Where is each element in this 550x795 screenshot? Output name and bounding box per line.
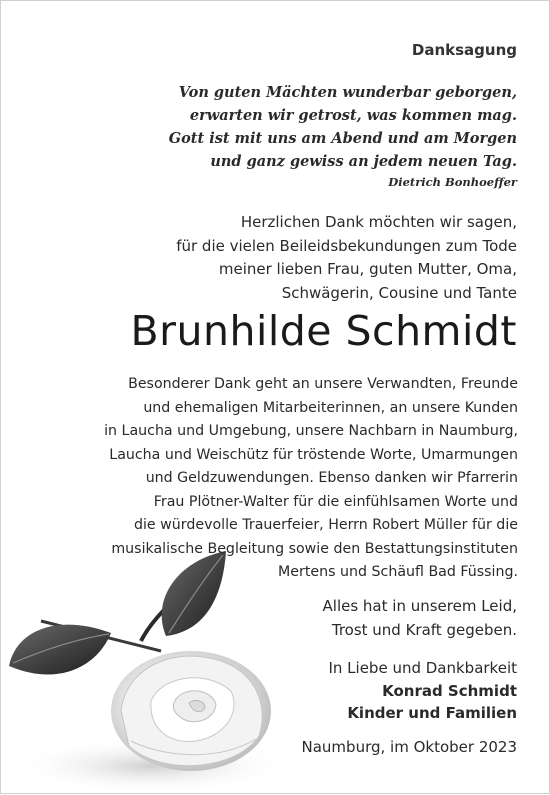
- signer-name: Konrad Schmidt: [382, 681, 517, 700]
- special-thanks-line: Besonderer Dank geht an unsere Verwandten, Freunde: [128, 376, 518, 392]
- deceased-name: Brunhilde Schmidt: [130, 307, 517, 355]
- signoff-intro: In Liebe und Dankbarkeit: [328, 659, 517, 677]
- special-thanks-line: Mertens und Schäufl Bad Füssing.: [278, 564, 518, 580]
- thanks-line: Herzlichen Dank möchten wir sagen,: [240, 213, 517, 231]
- quote-line: erwarten wir getrost, was kommen mag.: [189, 107, 517, 124]
- family-line: Kinder und Familien: [347, 704, 517, 722]
- notice-heading: Danksagung: [411, 41, 517, 59]
- closing-block: [323, 595, 517, 642]
- closing-line: Alles hat in unserem Leid,: [322, 597, 517, 615]
- thanks-block: [176, 211, 517, 305]
- thanks-line: für die vielen Beileidsbekundungen zum Tode: [176, 236, 517, 255]
- special-thanks-line: Laucha und Weischütz für tröstende Worte, Umarmungen: [109, 446, 518, 463]
- signoff-block: [328, 657, 517, 725]
- special-thanks-line: und Geldzuwendungen. Ebenso danken wir Pfarrerin: [145, 470, 518, 486]
- special-thanks-line: und ehemaligen Mitarbeiterinnen, an unsere Kunden: [143, 399, 518, 416]
- special-thanks-block: [104, 373, 518, 585]
- place-date: Naumburg, im Oktober 2023: [301, 738, 517, 756]
- thanks-line: meiner lieben Frau, guten Mutter, Oma,: [218, 260, 517, 278]
- quote-line: Gott ist mit uns am Abend und am Morgen: [168, 130, 517, 147]
- special-thanks-line: Frau Plötner-Walter für die einfühlsamen Worte und: [153, 493, 518, 510]
- quote-block: [169, 81, 517, 173]
- quote-line: Von guten Mächten wunderbar geborgen,: [178, 84, 517, 101]
- thanks-line: Schwägerin, Cousine und Tante: [281, 283, 517, 302]
- quote-line: und ganz gewiss an jedem neuen Tag.: [210, 153, 517, 170]
- special-thanks-line: in Laucha und Umgebung, unsere Nachbarn in Naumburg,: [104, 423, 518, 439]
- closing-line: Trost und Kraft gegeben.: [331, 620, 517, 639]
- special-thanks-line: musikalische Begleitung sowie den Bestattungsinstituten: [111, 540, 518, 557]
- quote-author: Dietrich Bonhoeffer: [388, 175, 517, 189]
- special-thanks-line: die würdevolle Trauerfeier, Herrn Robert Müller für die: [133, 517, 518, 533]
